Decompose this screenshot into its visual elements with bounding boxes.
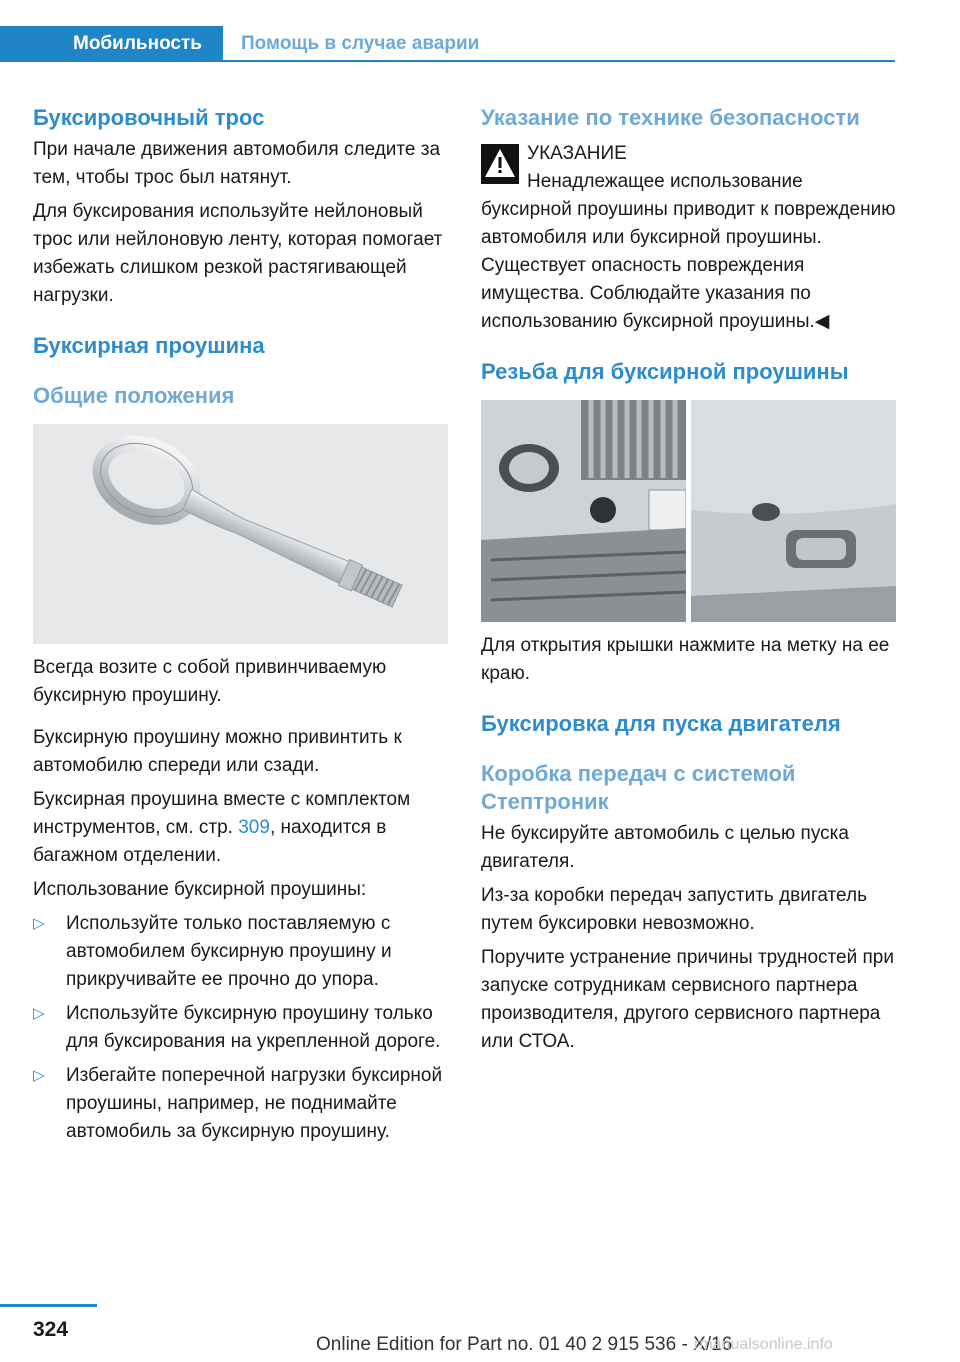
tab-emergency-help[interactable]: Помощь в случае аварии	[241, 33, 480, 54]
paragraph-no-tow-start: Не буксируйте автомобиль с целью пуска двигателя.	[481, 823, 849, 872]
triangle-bullet-icon: ▷	[33, 1067, 45, 1084]
paragraph-service-partner: Поручите устранение причины трудностей при запуске сотрудникам сервисного партнера производителя, другого сервисного партнера или СТОА.	[481, 947, 894, 1052]
right-column	[481, 100, 896, 1056]
thread-location-image	[481, 400, 896, 622]
paragraph-eye-location	[33, 786, 448, 870]
heading-general: Общие положения	[33, 383, 235, 408]
usage-list	[33, 910, 448, 1146]
footer-rule	[0, 1304, 97, 1307]
paragraph-nylon-rope: Для буксирования используйте нейлоновый трос или нейлоновую ленту, которая помогает избежать слишком резкой растягивающей нагрузки.	[33, 201, 443, 306]
page-header	[0, 0, 960, 62]
tow-eye-image	[33, 424, 448, 644]
page-number: 324	[33, 1318, 69, 1341]
heading-tow-eye: Буксирная проушина	[33, 333, 265, 358]
warning-title: УКАЗАНИЕ	[527, 143, 627, 164]
warning-text: Ненадлежащее использование буксирной проушины приводит к повреждению автомобиля или буксирной проушины. Существует опасность повреждения имущества. Соблюдайте указания по использованию буксирной проушины.◀	[481, 171, 896, 332]
paragraph-carry-eye: Всегда возите с собой привинчиваемую буксирную проушину.	[33, 657, 387, 706]
text-eye-location-a: Буксирная проушина вместе с комплектом инструментов, см. стр.	[33, 789, 411, 838]
left-column	[33, 100, 448, 1146]
header-rule	[223, 60, 895, 62]
heading-thread: Резьба для буксирной проушины	[481, 359, 849, 384]
page-link-309[interactable]: 309	[238, 817, 270, 838]
heading-safety-note: Указание по технике безопасности	[481, 105, 860, 130]
list-item-text: Используйте только поставляемую с автомобилем буксирную проушину и прикручивайте ее прочно до упора.	[66, 913, 392, 990]
list-item	[33, 1062, 448, 1146]
triangle-bullet-icon: ▷	[33, 915, 45, 932]
text-eye-location-b: , находится в багажном отделении.	[33, 817, 387, 866]
paragraph-mount-eye: Буксирную проушину можно привинтить к автомобилю спереди или сзади.	[33, 727, 402, 776]
triangle-bullet-icon: ▷	[33, 1005, 45, 1022]
heading-steptronic: Коробка передач с системой Стептроник	[481, 761, 796, 814]
paragraph-open-cover: Для открытия крышки нажмите на метку на ее краю.	[481, 635, 890, 684]
paragraph-rope-tension: При начале движения автомобиля следите за тем, чтобы трос был натянут.	[33, 139, 441, 188]
edition-info: Online Edition for Part no. 01 40 2 915 536 - X/16	[316, 1334, 733, 1355]
heading-tow-start: Буксировка для пуска двигателя	[481, 711, 841, 736]
paragraph-eye-usage: Использование буксирной проушины:	[33, 879, 367, 900]
list-item	[33, 910, 448, 994]
warning-triangle-icon	[481, 144, 519, 184]
watermark: rmanualsonline.info	[694, 1336, 833, 1353]
list-item	[33, 1000, 448, 1056]
list-item-text: Избегайте поперечной нагрузки буксирной проушины, например, не поднимайте автомобиль за буксирную проушину.	[66, 1065, 443, 1142]
tab-mobility[interactable]: Мобильность	[0, 26, 223, 62]
list-item-text: Используйте буксирную проушину только для буксирования на укрепленной дороге.	[66, 1003, 441, 1052]
warning-box	[481, 140, 896, 336]
heading-tow-rope: Буксировочный трос	[33, 105, 265, 130]
paragraph-gearbox-reason: Из-за коробки передач запустить двигатель путем буксировки невозможно.	[481, 885, 867, 934]
